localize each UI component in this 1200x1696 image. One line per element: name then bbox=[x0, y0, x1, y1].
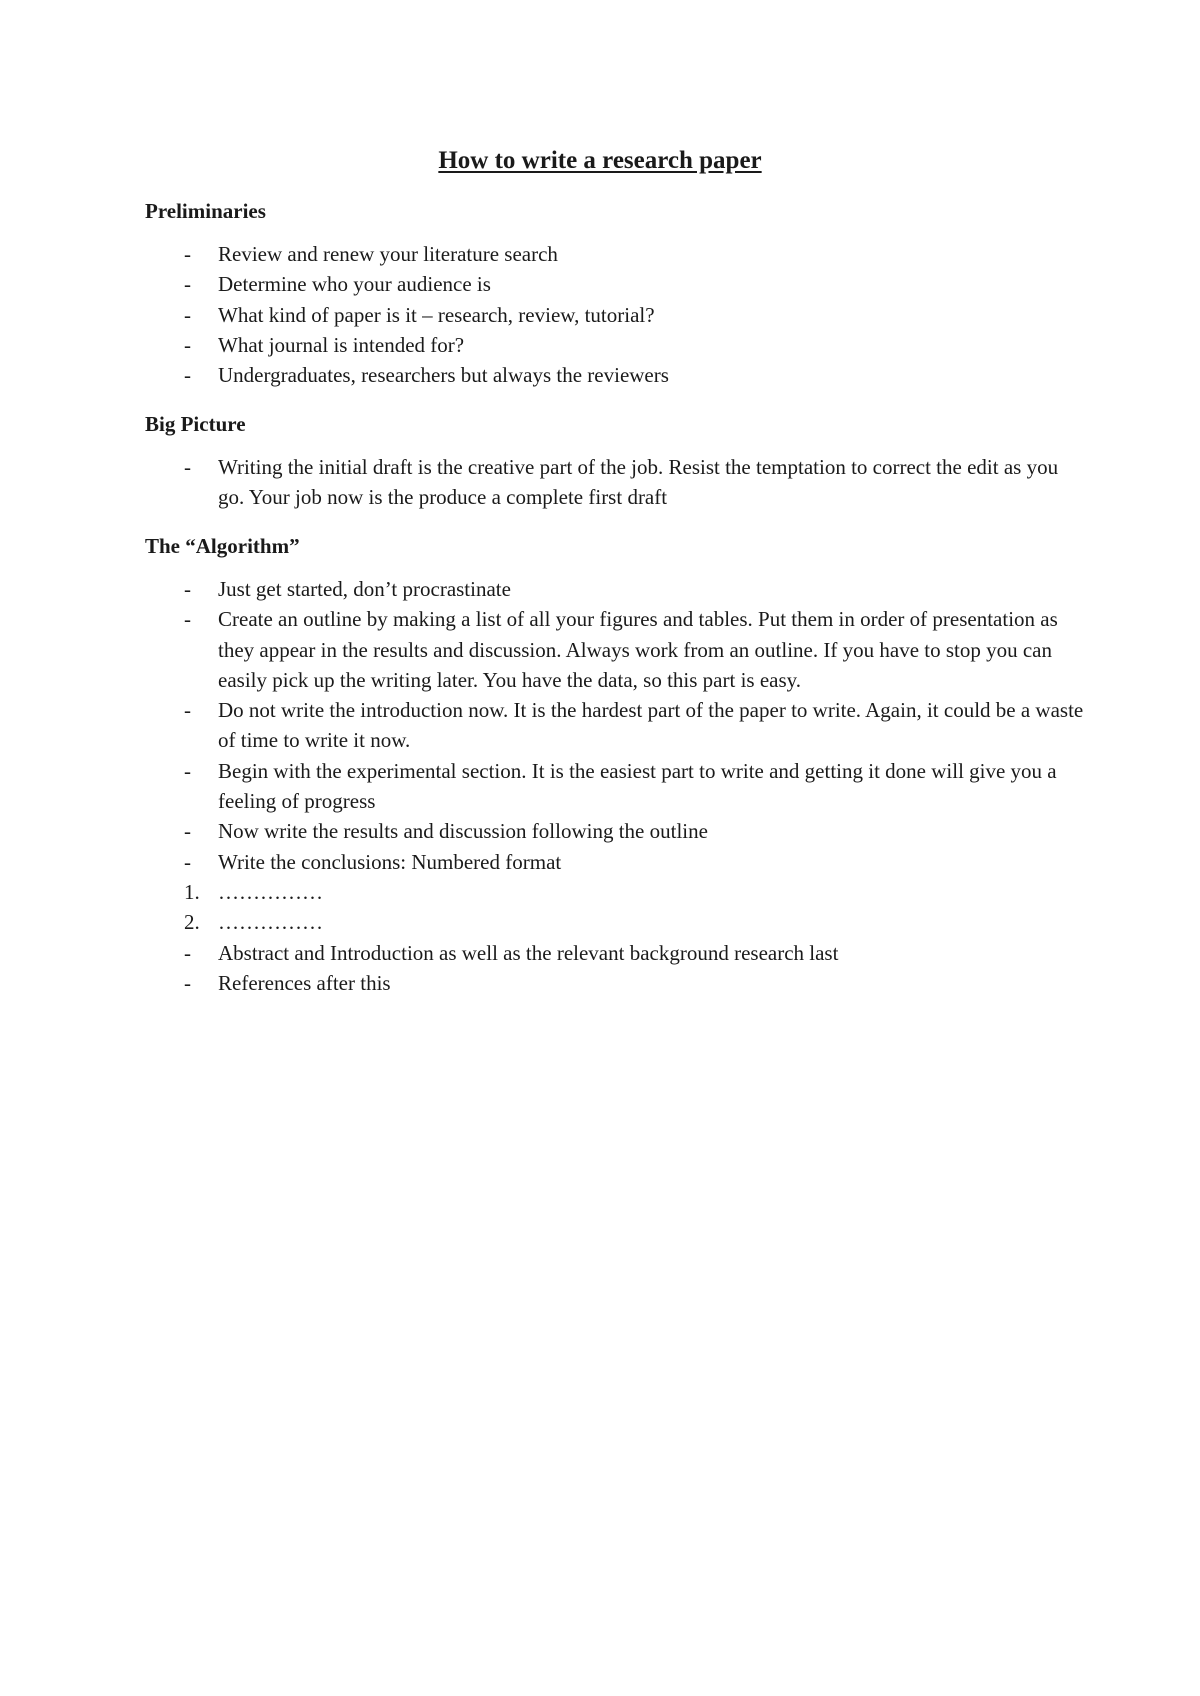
list-item-text: Create an outline by making a list of all your figures and tables. Put them in order of presentation as they appear in the results and discussion. Always work from an outline. If you have to stop you can easily pick up the writing later. You have the data, so this part is easy. bbox=[218, 607, 1058, 692]
list-marker: - bbox=[184, 577, 191, 601]
bullet-list bbox=[145, 574, 1085, 998]
list-marker: - bbox=[184, 272, 191, 297]
list-marker: - bbox=[184, 758, 191, 783]
list-item bbox=[145, 269, 1085, 299]
bullet-list bbox=[145, 452, 1085, 513]
list-item-text: Undergraduates, researchers but always the reviewers bbox=[218, 363, 669, 388]
section-heading: Preliminaries bbox=[145, 199, 266, 223]
section-big-picture bbox=[145, 411, 1085, 513]
list-item-text: What journal is intended for? bbox=[218, 332, 465, 357]
list-item bbox=[145, 452, 1085, 513]
list-marker: - bbox=[184, 849, 191, 874]
list-marker: - bbox=[184, 940, 191, 965]
list-item-text: Just get started, don’t procrastinate bbox=[218, 577, 511, 601]
list-marker: - bbox=[184, 242, 191, 266]
list-item-text: Do not write the introduction now. It is the hardest part of the paper to write. Again, it could be a waste of time to write it now. bbox=[218, 698, 1084, 753]
list-item bbox=[145, 574, 1085, 604]
list-item-text: Write the conclusions: Numbered format bbox=[218, 849, 562, 874]
list-item-text: Abstract and Introduction as well as the relevant background research last bbox=[218, 940, 839, 965]
list-item bbox=[145, 756, 1085, 817]
list-item-text: …………… bbox=[218, 910, 323, 935]
list-marker: - bbox=[184, 363, 191, 388]
list-item-text: Begin with the experimental section. It is the easiest part to write and getting it done will give you a feeling of progress bbox=[218, 758, 1057, 814]
list-item-text: Writing the initial draft is the creative part of the job. Resist the temptation to correct the edit as you go. Your job now is the produce a complete first draft bbox=[218, 455, 1059, 510]
bullet-list bbox=[145, 239, 1085, 390]
section-heading: The “Algorithm” bbox=[145, 534, 300, 558]
list-item bbox=[145, 968, 1085, 998]
list-item bbox=[145, 907, 1085, 937]
section-preliminaries bbox=[145, 198, 1085, 390]
list-marker: - bbox=[184, 970, 191, 995]
list-marker: - bbox=[184, 607, 191, 632]
list-item-text: Determine who your audience is bbox=[218, 272, 491, 297]
document-title: How to write a research paper bbox=[438, 147, 762, 174]
list-item-text: Review and renew your literature search bbox=[218, 242, 558, 266]
section-algorithm bbox=[145, 533, 1085, 998]
list-marker: 1. bbox=[184, 879, 200, 904]
list-item bbox=[145, 695, 1085, 756]
list-marker: - bbox=[184, 698, 191, 723]
list-item-text: What kind of paper is it – research, review, tutorial? bbox=[218, 302, 655, 327]
list-marker: 2. bbox=[184, 910, 200, 935]
list-marker: - bbox=[184, 302, 191, 327]
list-item bbox=[145, 938, 1085, 968]
list-marker: - bbox=[184, 332, 191, 357]
section-heading: Big Picture bbox=[145, 412, 246, 436]
list-item bbox=[145, 816, 1085, 846]
list-item bbox=[145, 330, 1085, 360]
list-marker: - bbox=[184, 819, 191, 844]
list-item bbox=[145, 877, 1085, 907]
list-item-text: …………… bbox=[218, 879, 323, 904]
list-item bbox=[145, 604, 1085, 695]
list-item bbox=[145, 239, 1085, 269]
list-item bbox=[145, 360, 1085, 390]
list-item-text: Now write the results and discussion following the outline bbox=[218, 819, 708, 844]
list-item bbox=[145, 847, 1085, 877]
list-marker: - bbox=[184, 455, 191, 479]
list-item-text: References after this bbox=[218, 970, 391, 995]
list-item bbox=[145, 300, 1085, 330]
